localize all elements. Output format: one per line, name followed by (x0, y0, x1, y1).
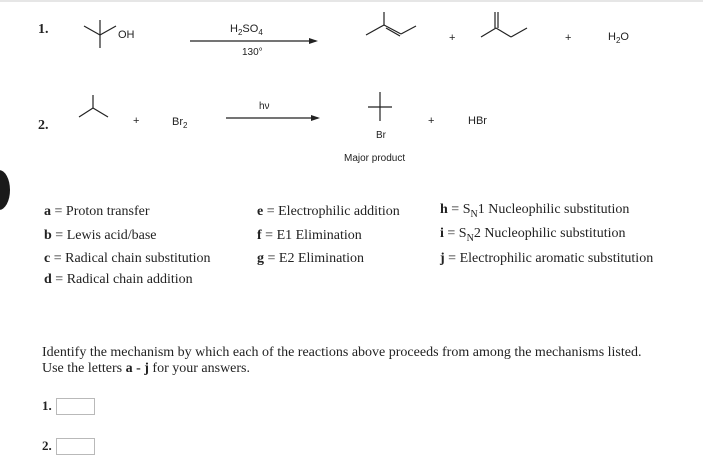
reaction-2-plus-2: + (428, 115, 435, 127)
hbr-byproduct: HBr (468, 115, 487, 127)
mechanism-c: c = Radical chain substitution (44, 251, 211, 266)
instructions-line-2: Use the letters a - j for your answers. (42, 361, 251, 376)
mechanism-b: b = Lewis acid/base (44, 228, 157, 243)
answer-2-input[interactable] (56, 438, 95, 455)
instructions-line-1: Identify the mechanism by which each of the reactions above proceeds from among the mechanisms listed. (42, 345, 642, 360)
reaction-1-plus-1: + (449, 32, 456, 44)
reaction-2-number: 2. (38, 118, 49, 133)
product-2-label: Br (376, 130, 386, 141)
mechanism-e: e = Electrophilic addition (257, 204, 400, 219)
left-edge-shape (0, 170, 10, 210)
reaction-1-reagent: $H_2SO_4$ (230, 23, 263, 37)
mechanism-f: f = E1 Elimination (257, 228, 362, 243)
reaction-1-temperature: 130° (242, 47, 263, 58)
reactant-1-structure (84, 20, 116, 48)
bromine-reagent: $Br_2$ (172, 116, 188, 130)
product-alkene-2 (481, 12, 527, 37)
reaction-1-scheme (0, 0, 703, 80)
mechanism-a: a = Proton transfer (44, 204, 150, 219)
mechanism-g: g = E2 Elimination (257, 251, 365, 266)
light-condition: hν (259, 101, 270, 112)
answer-1-input[interactable] (56, 398, 95, 415)
answer-2-label: 2. (42, 438, 52, 453)
mechanism-d: d = Radical chain addition (44, 272, 193, 287)
product-2-structure (368, 92, 392, 121)
mechanism-h: $h = S_N1$ Nucleophilic substitution (440, 202, 630, 220)
mechanism-j: j = Electrophilic aromatic substitution (440, 251, 654, 266)
reactant-1-label: OH (118, 29, 135, 41)
reaction-1-number: 1. (38, 22, 49, 37)
answer-1-label: 1. (42, 398, 52, 413)
major-product-caption: Major product (344, 153, 406, 164)
water-label: $H_2O$ (608, 31, 629, 45)
mechanism-i: $i = S_N2$ Nucleophilic substitution (440, 226, 626, 244)
reaction-2-plus-1: + (133, 115, 140, 127)
product-alkene-1 (366, 12, 416, 36)
reactant-2-structure (79, 95, 108, 117)
reaction-1-plus-2: + (565, 32, 572, 44)
reaction-2-scheme (0, 85, 703, 175)
